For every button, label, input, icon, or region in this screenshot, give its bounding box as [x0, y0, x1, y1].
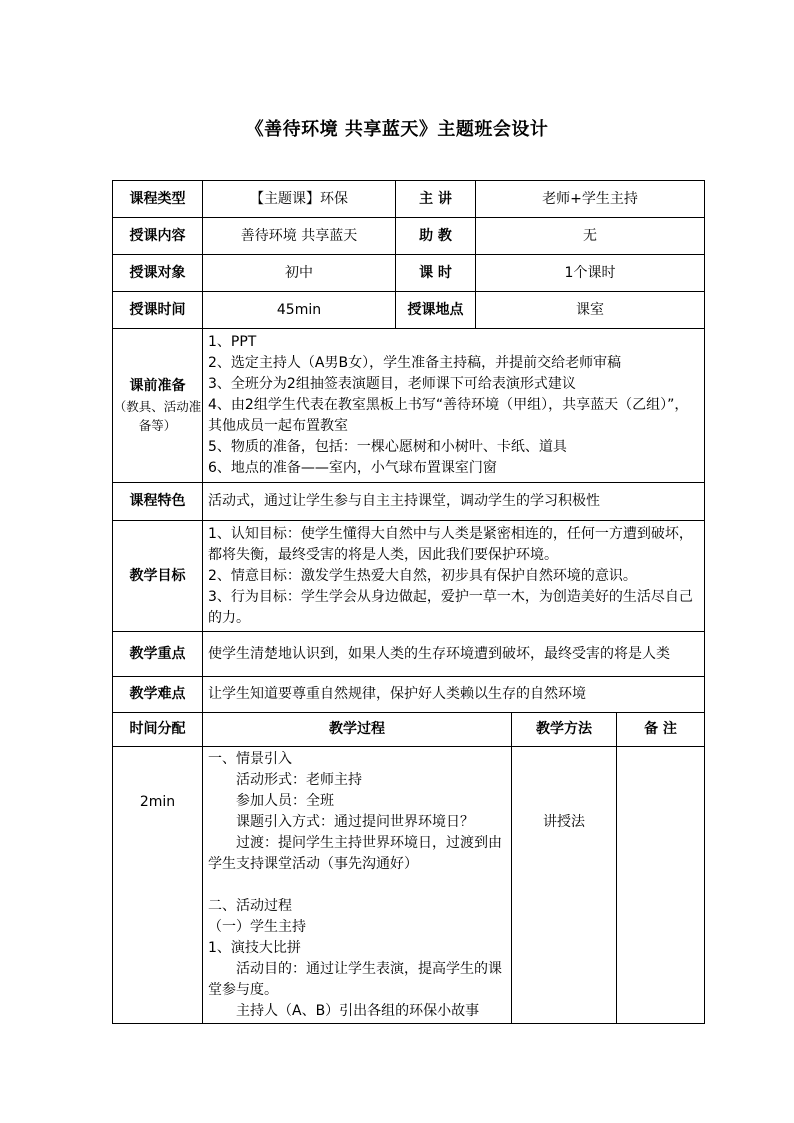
prep-content	[203, 329, 705, 483]
info-label: 助 教	[396, 218, 476, 255]
feature-label: 课程特色	[113, 483, 203, 521]
info-label: 授课内容	[113, 218, 203, 255]
process-line: 课题引入方式：通过提问世界环境日？	[236, 814, 474, 830]
info-row	[113, 255, 705, 292]
process-line: 过渡：提问学生主持世界环境日，过渡到由学生支持课堂活动（事先沟通好）	[208, 835, 502, 872]
feature-text: 活动式，通过让学生参与自主主持课堂，调动学生的学习积极性	[203, 483, 705, 521]
goal-line: 1、认知目标：使学生懂得大自然中与人类是紧密相连的，任何一方遭到破坏，都将失衡，最终受害的将是人类，因此我们要保护环境。	[208, 525, 693, 563]
process-line: 主持人（A、B）引出各组的环保小故事	[236, 1003, 480, 1019]
process-row	[113, 747, 705, 1024]
subsection-title: （一）学生主持	[208, 919, 306, 935]
prep-line: 4、由2组学生代表在教室黑板上书写“善待环境（甲组），共享蓝天（乙组）”，其他成员一起布置教室	[208, 397, 689, 434]
info-value: 善待环境 共享蓝天	[203, 218, 396, 255]
section-title: 二、活动过程	[208, 898, 292, 914]
info-value: 1个课时	[476, 255, 705, 292]
info-row	[113, 181, 705, 218]
info-value: 【主题课】环保	[203, 181, 396, 218]
info-row	[113, 292, 705, 329]
process-header-row	[113, 713, 705, 747]
prep-line: 6、地点的准备——室内，小气球布置课室门窗	[208, 460, 497, 476]
goals-content	[203, 521, 705, 632]
info-label: 授课对象	[113, 255, 203, 292]
info-label: 主 讲	[396, 181, 476, 218]
info-label: 课程类型	[113, 181, 203, 218]
process-line: 活动形式：老师主持	[236, 772, 362, 788]
info-value: 课室	[476, 292, 705, 329]
key-point-text: 使学生清楚地认识到，如果人类的生存环境遭到破坏，最终受害的将是人类	[203, 632, 705, 677]
info-value: 初中	[203, 255, 396, 292]
spacer	[208, 875, 506, 896]
header-note: 备 注	[617, 713, 705, 747]
goals-row	[113, 521, 705, 632]
header-process: 教学过程	[203, 713, 512, 747]
info-label: 课 时	[396, 255, 476, 292]
prep-line: 2、选定主持人（A男B女），学生准备主持稿，并提前交给老师审稿	[208, 355, 622, 371]
lesson-plan-table	[112, 180, 705, 1024]
goal-line: 3、行为目标：学生学会从身边做起，爱护一草一木，为创造美好的生活尽自己的力。	[208, 588, 693, 626]
info-value: 45min	[203, 292, 396, 329]
prep-label-cell	[113, 329, 203, 483]
item-title: 1、演技大比拼	[208, 940, 301, 956]
process-time: 2min	[113, 747, 203, 1024]
goals-label: 教学目标	[113, 521, 203, 632]
header-method: 教学方法	[512, 713, 617, 747]
info-label: 授课时间	[113, 292, 203, 329]
prep-row	[113, 329, 705, 483]
difficulty-row	[113, 677, 705, 713]
process-note	[617, 747, 705, 1024]
prep-label: 课前准备	[129, 378, 186, 394]
prep-line: 3、全班分为2组抽签表演题目，老师课下可给表演形式建议	[208, 376, 576, 392]
info-value: 无	[476, 218, 705, 255]
difficulty-label: 教学难点	[113, 677, 203, 713]
process-line: 活动目的：通过让学生表演，提高学生的课堂参与度。	[208, 961, 502, 998]
goal-line: 2、情意目标：激发学生热爱大自然，初步具有保护自然环境的意识。	[208, 567, 637, 584]
key-point-label: 教学重点	[113, 632, 203, 677]
section-title: 一、情景引入	[208, 751, 292, 767]
difficulty-text: 让学生知道要尊重自然规律，保护好人类赖以生存的自然环境	[203, 677, 705, 713]
prep-sublabel: （教具、活动准备等）	[113, 399, 202, 433]
key-point-row	[113, 632, 705, 677]
header-time: 时间分配	[113, 713, 203, 747]
page-title: 《善待环境 共享蓝天》主题班会设计	[245, 119, 549, 140]
process-line: 参加人员：全班	[236, 793, 334, 809]
info-label: 授课地点	[396, 292, 476, 329]
process-method: 讲授法	[512, 747, 617, 1024]
prep-line: 5、物质的准备，包括：一棵心愿树和小树叶、卡纸、道具	[208, 439, 567, 455]
info-value: 老师+学生主持	[476, 181, 705, 218]
feature-row	[113, 483, 705, 521]
info-row	[113, 218, 705, 255]
process-content	[203, 747, 512, 1024]
prep-line: 1、PPT	[208, 334, 257, 350]
